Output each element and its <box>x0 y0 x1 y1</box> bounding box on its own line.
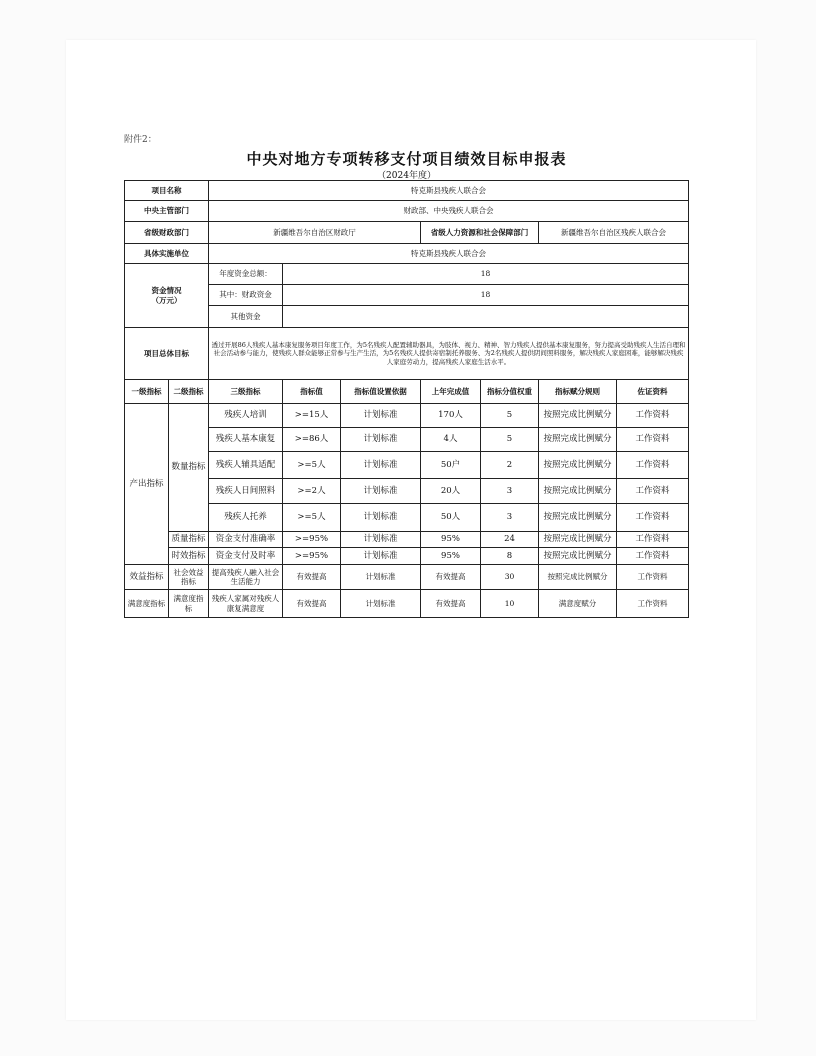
indicator-rule: 满意度赋分 <box>539 590 617 618</box>
indicator-value: >=5人 <box>283 452 341 479</box>
indicator-rule: 按照完成比例赋分 <box>539 479 617 504</box>
indicator-value: 有效提高 <box>283 590 341 618</box>
col-header-basis: 指标值设置依据 <box>341 380 421 404</box>
indicator-weight: 3 <box>481 479 539 504</box>
indicator-value: >=86人 <box>283 428 341 452</box>
table-row <box>125 504 689 532</box>
table-row <box>125 428 689 452</box>
impl-unit-value: 特克斯县残疾人联合会 <box>209 244 689 264</box>
indicator-name: 残疾人家属对残疾人康复满意度 <box>209 590 283 618</box>
indicator-basis: 计划标准 <box>341 532 421 548</box>
funds-fiscal-label: 其中：财政资金 <box>209 285 283 306</box>
table-row <box>125 532 689 548</box>
indicator-last-year: 4人 <box>421 428 481 452</box>
indicator-rule: 按照完成比例赋分 <box>539 548 617 565</box>
indicator-basis: 计划标准 <box>341 428 421 452</box>
indicator-name: 资金支付及时率 <box>209 548 283 565</box>
group-benefit: 效益指标 <box>125 565 169 590</box>
indicator-weight: 5 <box>481 428 539 452</box>
row-provincial-depts <box>125 222 689 244</box>
col-header-level2: 二级指标 <box>169 380 209 404</box>
attachment-label: 附件2： <box>124 135 157 145</box>
performance-table <box>124 180 689 618</box>
col-header-rule: 指标赋分规则 <box>539 380 617 404</box>
indicator-last-year: 有效提高 <box>421 565 481 590</box>
indicator-weight: 8 <box>481 548 539 565</box>
funds-other-label: 其他资金 <box>209 306 283 328</box>
indicator-evidence: 工作资料 <box>617 565 689 590</box>
group-quality: 质量指标 <box>169 532 209 548</box>
table-row <box>125 479 689 504</box>
indicator-value: >=15人 <box>283 404 341 428</box>
indicator-last-year: 50人 <box>421 504 481 532</box>
indicator-weight: 3 <box>481 504 539 532</box>
prov-finance-label: 省级财政部门 <box>125 222 209 244</box>
table-row <box>125 590 689 618</box>
indicator-weight: 30 <box>481 565 539 590</box>
group-timeliness: 时效指标 <box>169 548 209 565</box>
table-row <box>125 452 689 479</box>
row-funds-fiscal <box>125 285 689 306</box>
row-column-headers <box>125 380 689 404</box>
indicator-value: >=5人 <box>283 504 341 532</box>
funds-label-line2: （万元） <box>151 295 182 305</box>
impl-unit-label: 具体实施单位 <box>125 244 209 264</box>
funds-other-value <box>283 306 689 328</box>
indicator-name: 提高残疾人融入社会生活能力 <box>209 565 283 590</box>
project-name-value: 特克斯县残疾人联合会 <box>209 181 689 201</box>
indicator-evidence: 工作资料 <box>617 404 689 428</box>
funds-label-line1: 资金情况 <box>151 286 182 296</box>
indicator-name: 残疾人辅具适配 <box>209 452 283 479</box>
indicator-name: 残疾人培训 <box>209 404 283 428</box>
funds-label <box>125 264 209 328</box>
row-impl-unit <box>125 244 689 264</box>
central-dept-value: 财政部、中央残疾人联合会 <box>209 201 689 222</box>
indicator-evidence: 工作资料 <box>617 428 689 452</box>
indicator-basis: 计划标准 <box>341 479 421 504</box>
indicator-weight: 2 <box>481 452 539 479</box>
indicator-basis: 计划标准 <box>341 452 421 479</box>
indicator-evidence: 工作资料 <box>617 452 689 479</box>
group-satisfaction: 满意度指标 <box>125 590 169 618</box>
indicator-rule: 按照完成比例赋分 <box>539 452 617 479</box>
indicator-rule: 按照完成比例赋分 <box>539 532 617 548</box>
table-row <box>125 565 689 590</box>
indicator-evidence: 工作资料 <box>617 532 689 548</box>
central-dept-label: 中央主管部门 <box>125 201 209 222</box>
indicator-basis: 计划标准 <box>341 565 421 590</box>
indicator-value: 有效提高 <box>283 565 341 590</box>
indicator-weight: 5 <box>481 404 539 428</box>
indicator-basis: 计划标准 <box>341 590 421 618</box>
row-project-name <box>125 181 689 201</box>
indicator-rule: 按照完成比例赋分 <box>539 404 617 428</box>
indicator-weight: 24 <box>481 532 539 548</box>
goal-text: 透过开展86人残疾人基本康复服务项目年度工作，为5名残疾人配置辅助器具，为肢体、视力、精神、智力残疾人提供基本康复服务，努力提高受助残疾人生活自理和社会活动参与能力，使残疾人群众能够正常参与生产生活，为5名残疾人提供寄宿制托养服务、为2名残疾人提供阴间照料服务，解决残疾人家庭困难，能够解决残疾人家庭劳动力，提高残疾人家庭生活水平。 <box>209 328 689 380</box>
page-title: 中央对地方专项转移支付项目绩效目标申报表 <box>246 150 567 168</box>
indicator-value: >=95% <box>283 532 341 548</box>
indicator-last-year: 95% <box>421 532 481 548</box>
col-header-level3: 三级指标 <box>209 380 283 404</box>
group-social-benefit: 社会效益指标 <box>169 565 209 590</box>
funds-total-value: 18 <box>283 264 689 285</box>
indicator-rule: 按照完成比例赋分 <box>539 565 617 590</box>
group-quantity: 数量指标 <box>169 404 209 532</box>
group-satisfaction-level2: 满意度指标 <box>169 590 209 618</box>
indicator-name: 残疾人托养 <box>209 504 283 532</box>
col-header-value: 指标值 <box>283 380 341 404</box>
indicator-basis: 计划标准 <box>341 404 421 428</box>
col-header-level1: 一级指标 <box>125 380 169 404</box>
table-row <box>125 548 689 565</box>
indicator-name: 残疾人日间照料 <box>209 479 283 504</box>
indicator-name: 资金支付准确率 <box>209 532 283 548</box>
row-central-dept <box>125 201 689 222</box>
indicator-value: >=95% <box>283 548 341 565</box>
indicator-name: 残疾人基本康复 <box>209 428 283 452</box>
indicator-value: >=2人 <box>283 479 341 504</box>
indicator-evidence: 工作资料 <box>617 548 689 565</box>
indicator-rule: 按照完成比例赋分 <box>539 428 617 452</box>
row-goal <box>125 328 689 380</box>
row-funds-other <box>125 306 689 328</box>
year-label: （2024年度） <box>377 171 436 181</box>
indicator-basis: 计划标准 <box>341 504 421 532</box>
prov-finance-value: 新疆维吾尔自治区财政厅 <box>209 222 421 244</box>
indicator-last-year: 有效提高 <box>421 590 481 618</box>
indicator-evidence: 工作资料 <box>617 504 689 532</box>
row-funds-total <box>125 264 689 285</box>
indicator-last-year: 50户 <box>421 452 481 479</box>
indicator-last-year: 170人 <box>421 404 481 428</box>
indicator-last-year: 20人 <box>421 479 481 504</box>
funds-total-label: 年度资金总额： <box>209 264 283 285</box>
col-header-last-year: 上年完成值 <box>421 380 481 404</box>
col-header-evidence: 佐证资料 <box>617 380 689 404</box>
prov-hr-value: 新疆维吾尔自治区残疾人联合会 <box>539 222 689 244</box>
prov-hr-label: 省级人力资源和社会保障部门 <box>421 222 539 244</box>
indicator-rule: 按照完成比例赋分 <box>539 504 617 532</box>
indicator-evidence: 工作资料 <box>617 590 689 618</box>
indicator-weight: 10 <box>481 590 539 618</box>
indicator-evidence: 工作资料 <box>617 479 689 504</box>
indicator-last-year: 95% <box>421 548 481 565</box>
indicator-basis: 计划标准 <box>341 548 421 565</box>
col-header-weight: 指标分值权重 <box>481 380 539 404</box>
funds-fiscal-value: 18 <box>283 285 689 306</box>
group-output: 产出指标 <box>125 404 169 565</box>
project-name-label: 项目名称 <box>125 181 209 201</box>
goal-label: 项目总体目标 <box>125 328 209 380</box>
table-row <box>125 404 689 428</box>
